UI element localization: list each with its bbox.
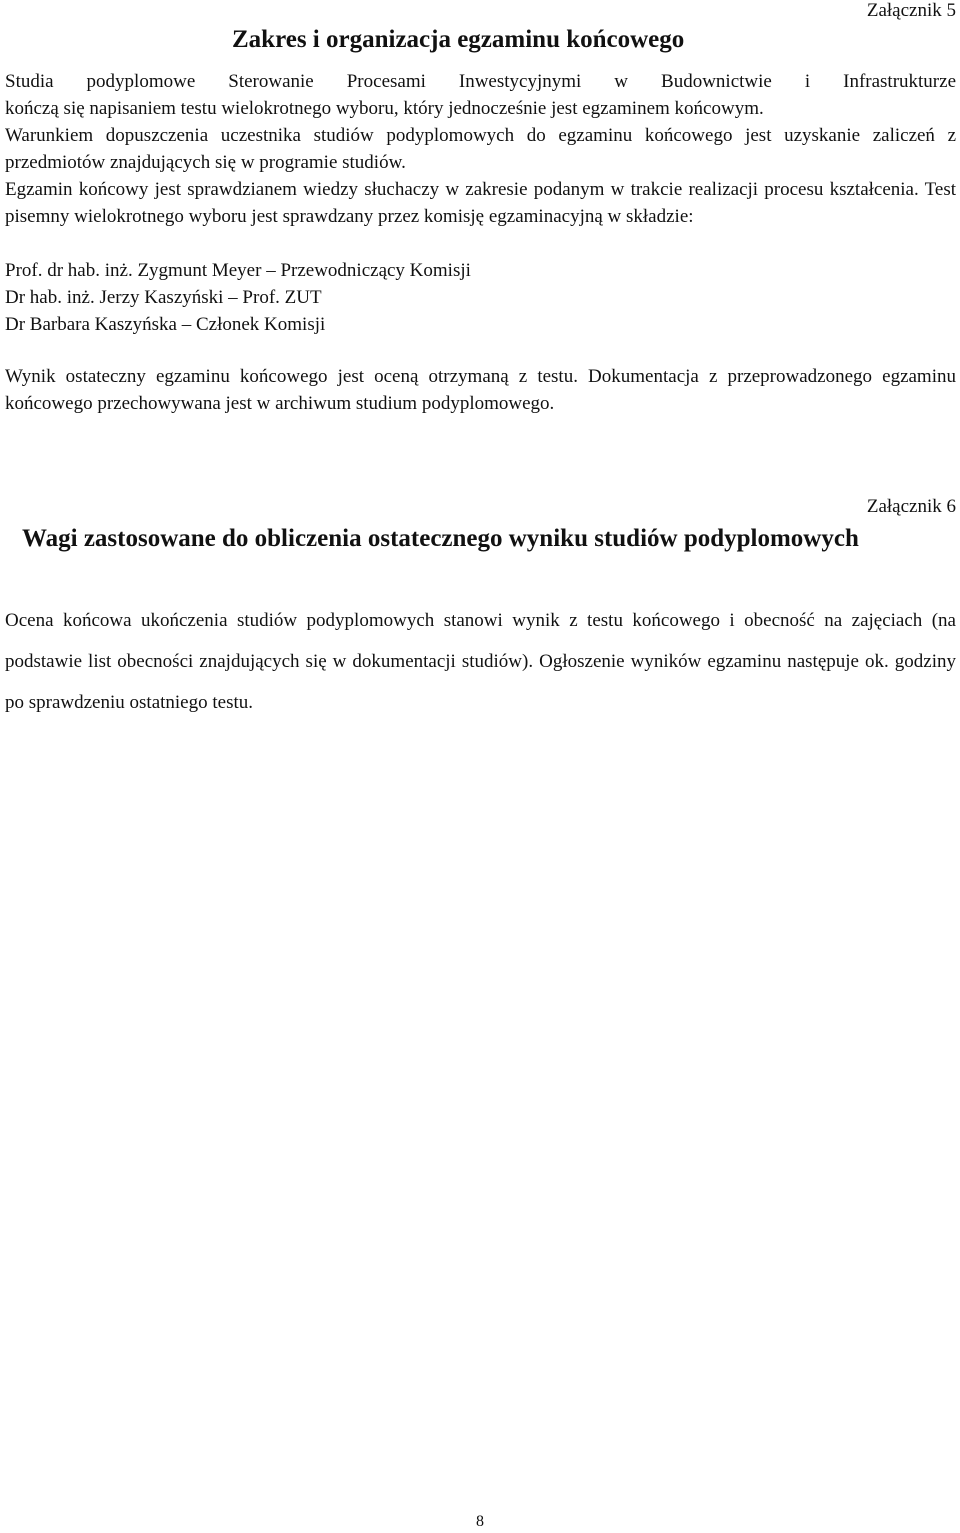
committee-member-3: Dr Barbara Kaszyńska – Członek Komisji bbox=[5, 314, 326, 335]
page-number: 8 bbox=[476, 1513, 484, 1530]
annex-5-paragraph-2: Warunkiem dopuszczenia uczestnika studiów podyplomowych do egzaminu końcowego jest uzyskanie zaliczeń z przedmiotów znajdujących się w programie studiów. bbox=[5, 125, 956, 173]
annex-6-label: Załącznik 6 bbox=[866, 496, 956, 517]
annex-5-paragraph-1-line-2: kończą się napisaniem testu wielokrotnego wyboru, który jednocześnie jest egzaminem końcowym. bbox=[5, 98, 764, 119]
committee-member-chair: Prof. dr hab. inż. Zygmunt Meyer – Przewodniczący Komisji bbox=[5, 260, 471, 281]
annex-5-label: Załącznik 5 bbox=[866, 0, 956, 21]
annex-5-paragraph-3: Egzamin końcowy jest sprawdzianem wiedzy słuchaczy w zakresie podanym w trakcie realizacji procesu kształcenia. Test pisemny wielokrotnego wyboru jest sprawdzany przez komisję egzaminacyjną w składzie: bbox=[5, 179, 956, 227]
committee-member-2: Dr hab. inż. Jerzy Kaszyński – Prof. ZUT bbox=[5, 287, 322, 308]
annex-6-title: Wagi zastosowane do obliczenia ostatecznego wyniku studiów podyplomowych bbox=[22, 525, 859, 552]
annex-5-paragraph-4: Wynik ostateczny egzaminu końcowego jest oceną otrzymaną z testu. Dokumentacja z przeprowadzonego egzaminu końcowego przechowywana jest w archiwum studium podyplomowego. bbox=[5, 366, 956, 414]
annex-6-paragraph-1: Ocena końcowa ukończenia studiów podyplomowych stanowi wynik z testu końcowego i obecność na zajęciach (na podstawie list obecności znajdujących się w dokumentacji studiów). Ogłoszenie wyników egzaminu następuje ok. godziny po sprawdzeniu ostatniego testu. bbox=[5, 610, 956, 713]
annex-5-title: Zakres i organizacja egzaminu końcowego bbox=[232, 26, 685, 53]
annex-5-paragraph-1-line-1: Studia podyplomowe Sterowanie Procesami Inwestycyjnymi w Budownictwie i Infrastrukturze bbox=[5, 71, 956, 92]
